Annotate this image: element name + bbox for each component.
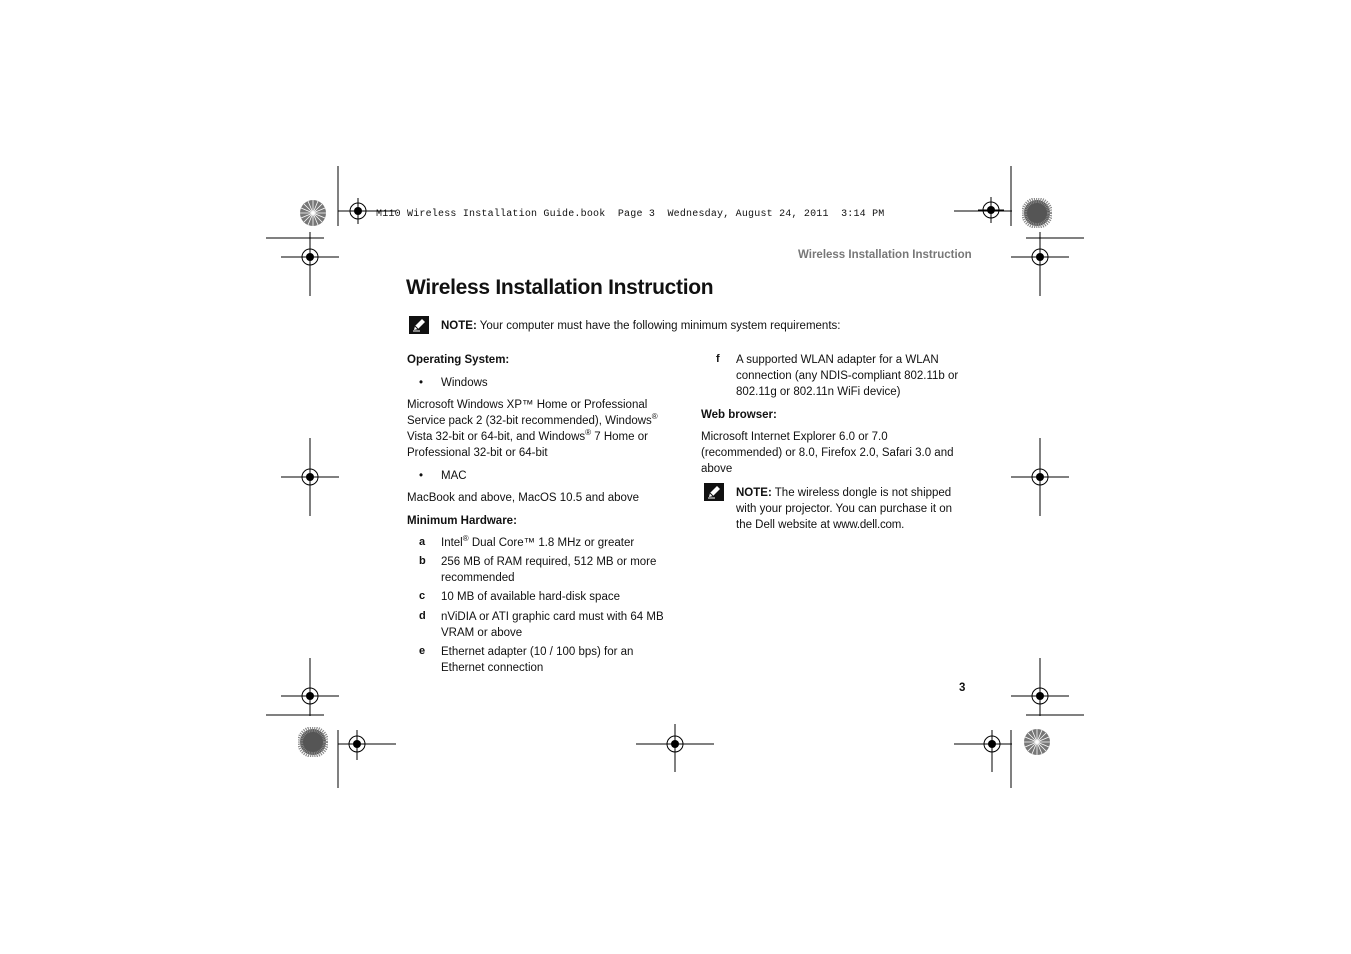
os-windows: Windows (441, 377, 488, 389)
registered-mark: ® (585, 428, 592, 438)
registration-crosshair-icon (338, 198, 396, 224)
os-mac: MAC (441, 470, 467, 482)
list-marker-e: e (419, 645, 426, 657)
list-marker-c: c (419, 590, 426, 602)
note-text: Your computer must have the following minimum system requirements: (476, 320, 841, 332)
hardware-item-disk: 10 MB of available hard-disk space (441, 591, 620, 603)
registration-crosshair-icon (954, 730, 1012, 772)
windows-desc-part2: Vista 32-bit or 64-bit, and Windows (407, 431, 586, 443)
list-marker-f: f (716, 353, 720, 365)
registration-crosshair-icon (281, 658, 339, 716)
starburst-registration-icon (298, 198, 328, 228)
hardware-item-wlan: A supported WLAN adapter for a WLAN connection (any NDIS-compliant 802.11b or 802.11g or 802.11n WiFi device) (736, 354, 959, 398)
list-marker-a: a (419, 536, 426, 548)
registration-crosshair-icon (281, 438, 339, 516)
os-heading: Operating System: (407, 354, 510, 366)
windows-desc-part3: 7 Home or Professional 32-bit or 64-bit (407, 431, 648, 459)
list-marker-d: d (419, 610, 426, 622)
windows-desc-part1: Microsoft Windows XP™ Home or Professional Service pack 2 (32-bit recommended), Windows (407, 399, 652, 427)
dell-website-link[interactable]: www.dell.com (833, 519, 902, 531)
web-browser-description: Microsoft Internet Explorer 6.0 or 7.0 (recommended) or 8.0, Firefox 2.0, Safari 3.0 and above (701, 431, 954, 475)
slug-line: M110 Wireless Installation Guide.book Page 3 Wednesday, August 24, 2011 3:14 PM (376, 209, 885, 220)
hardware-item-graphics: nViDIA or ATI graphic card must with 64 MB VRAM or above (441, 611, 664, 639)
web-browser-heading: Web browser: (701, 409, 777, 421)
bullet-icon: • (419, 377, 424, 389)
dotted-registration-icon (298, 727, 328, 757)
registration-crosshair-icon (338, 730, 396, 760)
note-text: The wireless dongle is not shipped with your projector. You can purchase it on the Dell website at (736, 487, 953, 531)
registered-mark: ® (462, 534, 469, 544)
cpu-spec: Dual Core™ 1.8 MHz or greater (468, 537, 635, 549)
mac-description: MacBook and above, MacOS 10.5 and above (407, 492, 640, 504)
page-title: Wireless Installation Instruction (406, 276, 714, 299)
registration-crosshair-icon (296, 232, 326, 296)
hardware-heading: Minimum Hardware: (407, 515, 517, 527)
list-marker-b: b (419, 555, 426, 567)
page-number: 3 (959, 682, 966, 694)
dotted-registration-icon (1022, 198, 1052, 228)
note-label: NOTE: (736, 487, 772, 499)
note-label: NOTE: (441, 320, 477, 332)
registration-crosshair-icon (636, 724, 714, 772)
registration-crosshair-icon (954, 198, 1012, 224)
hardware-item-ram: 256 MB of RAM required, 512 MB or more recommended (441, 556, 657, 584)
running-header: Wireless Installation Instruction (798, 249, 972, 261)
registration-crosshair-icon (1026, 232, 1056, 296)
hardware-item-ethernet: Ethernet adapter (10 / 100 bps) for an Ethernet connection (441, 646, 634, 674)
registration-crosshair-icon (1011, 658, 1069, 716)
bullet-icon: • (419, 470, 424, 482)
registered-mark: ® (651, 412, 658, 422)
registration-crosshair-icon (1011, 438, 1069, 516)
cpu-brand: Intel (441, 537, 463, 549)
starburst-registration-icon (1022, 727, 1052, 757)
note-end: . (901, 519, 905, 531)
